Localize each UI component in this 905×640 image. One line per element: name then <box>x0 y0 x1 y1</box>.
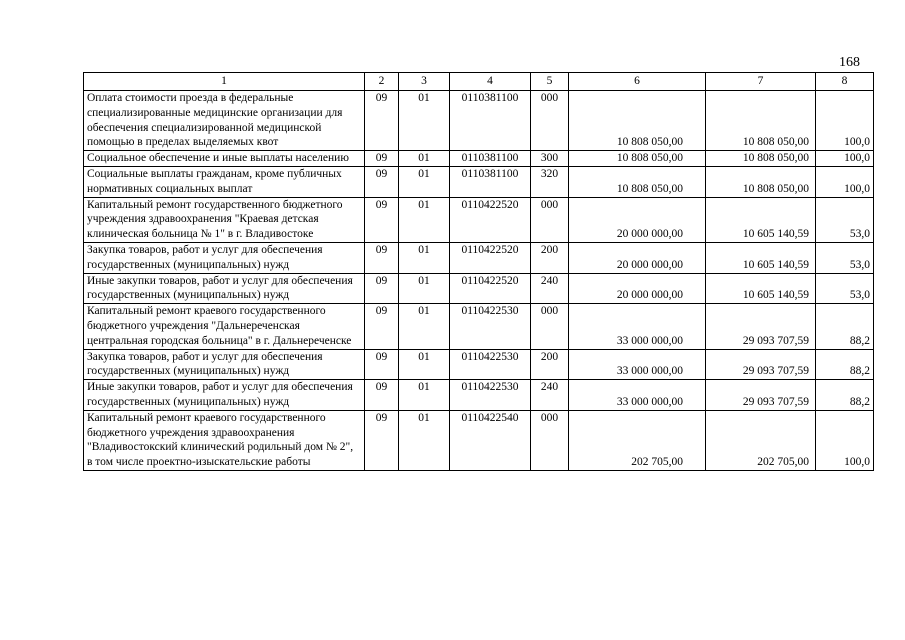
approved-amount-cell: 202 705,00 <box>569 410 706 470</box>
subsection-code-cell: 01 <box>399 380 450 411</box>
target-article-cell: 0110422540 <box>450 410 531 470</box>
subsection-code-cell: 01 <box>399 273 450 304</box>
executed-amount-cell: 29 093 707,59 <box>706 304 816 349</box>
approved-amount-cell: 10 808 050,00 <box>569 151 706 167</box>
column-header: 5 <box>531 73 569 91</box>
expense-type-cell: 320 <box>531 166 569 197</box>
row-name-cell: Социальные выплаты гражданам, кроме публичных нормативных социальных выплат <box>84 166 365 197</box>
executed-amount-cell: 10 605 140,59 <box>706 273 816 304</box>
expense-type-cell: 300 <box>531 151 569 167</box>
executed-amount-cell: 29 093 707,59 <box>706 380 816 411</box>
execution-percent-cell: 88,2 <box>816 304 874 349</box>
target-article-cell: 0110381100 <box>450 166 531 197</box>
row-name-cell: Капитальный ремонт краевого государственного бюджетного учреждения "Дальнереченская центральная городская больница" в г. Дальнереченске <box>84 304 365 349</box>
table-row <box>84 410 874 470</box>
column-header: 4 <box>450 73 531 91</box>
approved-amount-cell: 20 000 000,00 <box>569 197 706 242</box>
column-header: 1 <box>84 73 365 91</box>
target-article-cell: 0110422530 <box>450 304 531 349</box>
column-header: 6 <box>569 73 706 91</box>
row-name-cell: Иные закупки товаров, работ и услуг для обеспечения государственных (муниципальных) нужд <box>84 380 365 411</box>
executed-amount-cell: 29 093 707,59 <box>706 349 816 380</box>
subsection-code-cell: 01 <box>399 91 450 151</box>
approved-amount-cell: 10 808 050,00 <box>569 91 706 151</box>
section-code-cell: 09 <box>365 242 399 273</box>
executed-amount-cell: 10 808 050,00 <box>706 91 816 151</box>
section-code-cell: 09 <box>365 273 399 304</box>
row-name-cell: Иные закупки товаров, работ и услуг для обеспечения государственных (муниципальных) нужд <box>84 273 365 304</box>
approved-amount-cell: 20 000 000,00 <box>569 242 706 273</box>
target-article-cell: 0110422520 <box>450 242 531 273</box>
section-code-cell: 09 <box>365 304 399 349</box>
execution-percent-cell: 100,0 <box>816 151 874 167</box>
target-article-cell: 0110422520 <box>450 273 531 304</box>
table-row <box>84 273 874 304</box>
approved-amount-cell: 33 000 000,00 <box>569 304 706 349</box>
expense-type-cell: 200 <box>531 349 569 380</box>
execution-percent-cell: 53,0 <box>816 273 874 304</box>
column-header: 8 <box>816 73 874 91</box>
row-name-cell: Закупка товаров, работ и услуг для обеспечения государственных (муниципальных) нужд <box>84 349 365 380</box>
execution-percent-cell: 100,0 <box>816 166 874 197</box>
execution-percent-cell: 100,0 <box>816 91 874 151</box>
table-row <box>84 380 874 411</box>
column-header: 3 <box>399 73 450 91</box>
executed-amount-cell: 10 605 140,59 <box>706 197 816 242</box>
table-row <box>84 166 874 197</box>
executed-amount-cell: 10 808 050,00 <box>706 151 816 167</box>
approved-amount-cell: 33 000 000,00 <box>569 349 706 380</box>
table-header-row <box>84 73 874 91</box>
subsection-code-cell: 01 <box>399 304 450 349</box>
table-row <box>84 242 874 273</box>
executed-amount-cell: 10 808 050,00 <box>706 166 816 197</box>
section-code-cell: 09 <box>365 410 399 470</box>
target-article-cell: 0110422530 <box>450 380 531 411</box>
expense-type-cell: 000 <box>531 197 569 242</box>
execution-percent-cell: 53,0 <box>816 197 874 242</box>
expense-type-cell: 240 <box>531 380 569 411</box>
execution-percent-cell: 88,2 <box>816 349 874 380</box>
table-row <box>84 91 874 151</box>
section-code-cell: 09 <box>365 349 399 380</box>
row-name-cell: Закупка товаров, работ и услуг для обеспечения государственных (муниципальных) нужд <box>84 242 365 273</box>
budget-table <box>83 72 874 471</box>
table-row <box>84 197 874 242</box>
page-number: 168 <box>839 55 860 70</box>
approved-amount-cell: 33 000 000,00 <box>569 380 706 411</box>
table-row <box>84 151 874 167</box>
execution-percent-cell: 53,0 <box>816 242 874 273</box>
expense-type-cell: 000 <box>531 91 569 151</box>
expense-type-cell: 000 <box>531 304 569 349</box>
expense-type-cell: 240 <box>531 273 569 304</box>
subsection-code-cell: 01 <box>399 151 450 167</box>
section-code-cell: 09 <box>365 91 399 151</box>
subsection-code-cell: 01 <box>399 410 450 470</box>
subsection-code-cell: 01 <box>399 242 450 273</box>
section-code-cell: 09 <box>365 166 399 197</box>
table-row <box>84 349 874 380</box>
execution-percent-cell: 100,0 <box>816 410 874 470</box>
row-name-cell: Капитальный ремонт государственного бюджетного учреждения здравоохранения "Краевая детская клиническая больница № 1" в г. Владивостоке <box>84 197 365 242</box>
subsection-code-cell: 01 <box>399 349 450 380</box>
approved-amount-cell: 10 808 050,00 <box>569 166 706 197</box>
target-article-cell: 0110422520 <box>450 197 531 242</box>
row-name-cell: Социальное обеспечение и иные выплаты населению <box>84 151 365 167</box>
column-header: 2 <box>365 73 399 91</box>
section-code-cell: 09 <box>365 380 399 411</box>
column-header: 7 <box>706 73 816 91</box>
table-row <box>84 304 874 349</box>
section-code-cell: 09 <box>365 151 399 167</box>
row-name-cell: Оплата стоимости проезда в федеральные специализированные медицинские организации для обеспечения специализированной медицинской помощью в пределах выделяемых квот <box>84 91 365 151</box>
subsection-code-cell: 01 <box>399 166 450 197</box>
target-article-cell: 0110422530 <box>450 349 531 380</box>
subsection-code-cell: 01 <box>399 197 450 242</box>
row-name-cell: Капитальный ремонт краевого государственного бюджетного учреждения здравоохранения "Владивостокский клинический родильный дом № 2", в том числе проектно-изыскательские работы <box>84 410 365 470</box>
target-article-cell: 0110381100 <box>450 91 531 151</box>
executed-amount-cell: 202 705,00 <box>706 410 816 470</box>
executed-amount-cell: 10 605 140,59 <box>706 242 816 273</box>
approved-amount-cell: 20 000 000,00 <box>569 273 706 304</box>
execution-percent-cell: 88,2 <box>816 380 874 411</box>
expense-type-cell: 200 <box>531 242 569 273</box>
target-article-cell: 0110381100 <box>450 151 531 167</box>
section-code-cell: 09 <box>365 197 399 242</box>
expense-type-cell: 000 <box>531 410 569 470</box>
